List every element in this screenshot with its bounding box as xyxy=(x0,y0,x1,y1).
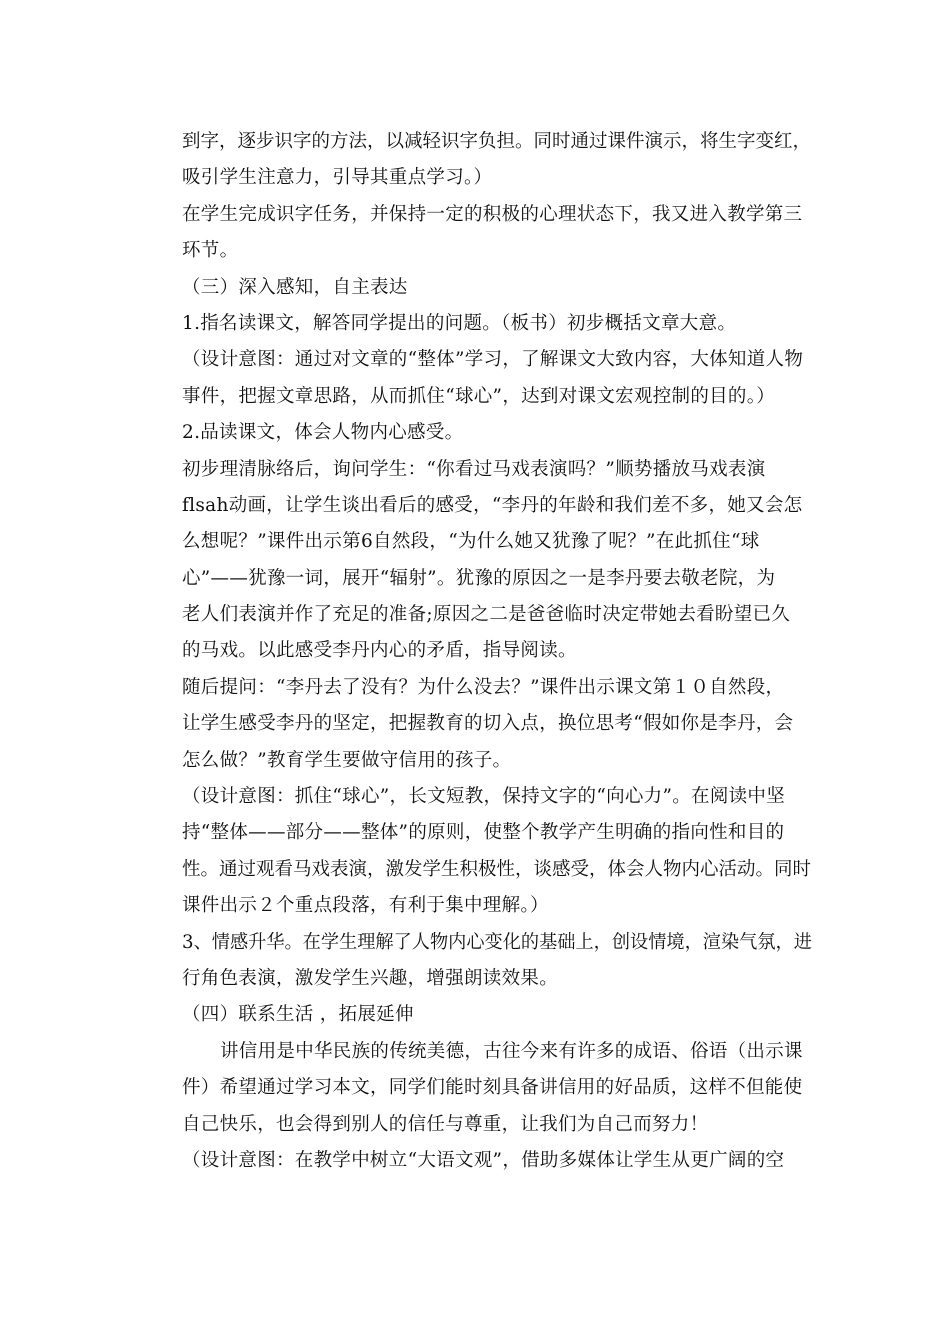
text-line: 吸引学生注意力，引导其重点学习。） xyxy=(182,167,493,189)
text-line: 事件，把握文章思路，从而抓住“球心”，达到对课文宏观控制的目的。） xyxy=(182,385,776,407)
text-line: 课件出示２个重点段落，有利于集中理解。） xyxy=(182,895,549,917)
text-line: （设计意图：在教学中树立“大语文观”，借助多媒体让学生从更广阔的空 xyxy=(182,1149,785,1171)
text-line: 1.指名读课文，解答同学提出的问题。（板书）初步概括文章大意。 xyxy=(182,312,737,334)
text-line: 行角色表演，激发学生兴趣，增强朗读效果。 xyxy=(182,967,559,989)
text-line: 件）希望通过学习本文，同学们能时刻具备讲信用的好品质，这样不但能使 xyxy=(182,1077,803,1099)
text-line: 么想呢？”课件出示第6自然段，“为什么她又犹豫了呢？”在此抓住“球 xyxy=(182,531,760,553)
text-line: 老人们表演并作了充足的准备;原因之二是爸爸临时决定带她去看盼望已久 xyxy=(182,604,791,626)
text-line: 怎么做？”教育学生要做守信用的孩子。 xyxy=(182,749,512,771)
text-line: 讲信用是中华民族的传统美德，古往今来有许多的成语、俗语（出示课 xyxy=(220,1040,803,1062)
text-line: 的马戏。以此感受李丹内心的矛盾，指导阅读。 xyxy=(182,640,577,662)
text-line: 让学生感受李丹的坚定，把握教育的切入点，换位思考“假如你是李丹，会 xyxy=(182,713,794,735)
text-line: 持“整体——部分——整体”的原则，使整个教学产生明确的指向性和目的 xyxy=(182,822,785,844)
text-line: （设计意图：通过对文章的“整体”学习，了解课文大致内容，大体知道人物 xyxy=(182,349,804,371)
text-line: 2.品读课文，体会人物内心感受。 xyxy=(182,422,464,444)
text-line: 初步理清脉络后，询问学生：“你看过马戏表演吗？”顺势播放马戏表演 xyxy=(182,458,766,480)
text-line: 心”——犹豫一词，展开“辐射”。犹豫的原因之一是李丹要去敬老院，为 xyxy=(182,567,776,589)
text-line: flsah动画，让学生谈出看后的感受，“李丹的年龄和我们差不多，她又会怎 xyxy=(182,494,803,516)
text-line: 自己快乐，也会得到别人的信任与尊重，让我们为自己而努力！ xyxy=(182,1113,709,1135)
text-line: 在学生完成识字任务，并保持一定的积极的心理状态下，我又进入教学第三 xyxy=(182,203,803,225)
text-line: （设计意图：抓住“球心”，长文短教，保持文字的“向心力”。在阅读中坚 xyxy=(182,786,786,808)
text-line: 到字，逐步识字的方法，以减轻识字负担。同时通过课件演示，将生字变红， xyxy=(182,131,812,152)
text-line: （四）联系生活 ，拓展延伸 xyxy=(182,1004,414,1026)
text-line: （三）深入感知，自主表达 xyxy=(182,276,408,298)
text-line: 3、情感升华。在学生理解了人物内心变化的基础上，创设情境，渲染气氛，进 xyxy=(182,931,812,953)
text-line: 环节。 xyxy=(182,240,239,262)
document-body xyxy=(182,124,812,1179)
text-line: 随后提问：“李丹去了没有？为什么没去？”课件出示课文第１０自然段， xyxy=(182,676,785,698)
text-line: 性。通过观看马戏表演，激发学生积极性，谈感受，体会人物内心活动。同时 xyxy=(182,858,812,880)
